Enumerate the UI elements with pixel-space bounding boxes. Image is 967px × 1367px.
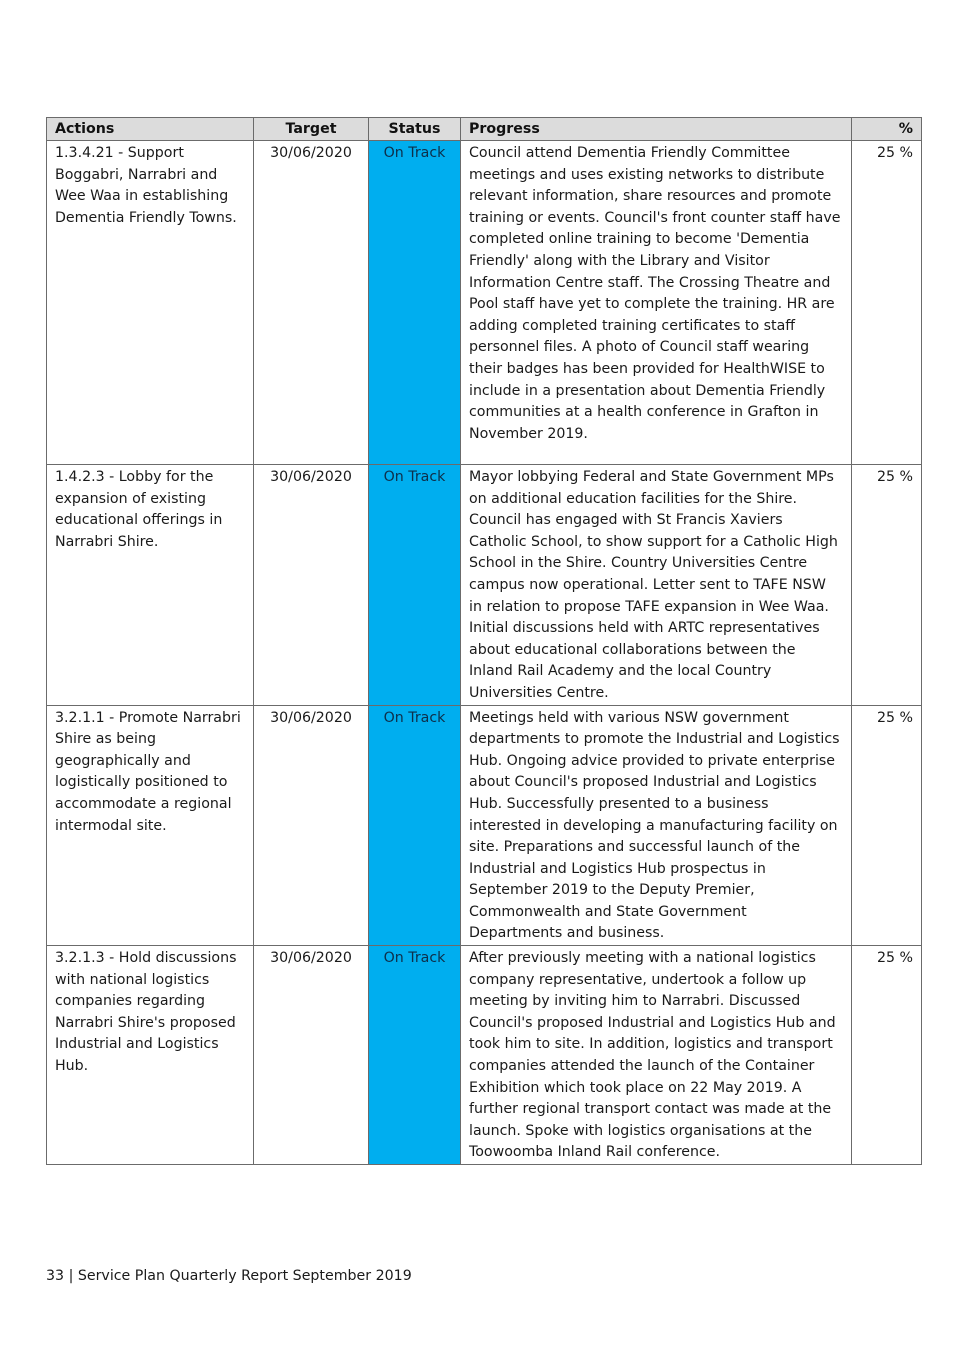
progress-cell: After previously meeting with a national logistics company representative, undertook a follow up meeting by inviting him to Narrabri. Discussed Council's proposed Industrial and Logistics Hub and took him to site. In addition, logistics and transport companies attended the launch of the Container Exhibition which took place on 22 May 2019. A further regional transport contact was made at the launch. Spoke with logistics organisations at the Toowoomba Inland Rail conference. [461,946,852,1165]
percent-cell: 25 % [852,465,922,706]
header-status: Status [369,118,461,141]
status-cell: On Track [369,705,461,946]
table-row [47,705,922,946]
status-cell: On Track [369,946,461,1165]
table-row [47,141,922,465]
target-cell: 30/06/2020 [254,465,369,706]
table-header [47,118,922,141]
header-row [47,118,922,141]
action-cell: 3.2.1.3 - Hold discussions with national logistics companies regarding Narrabri Shire's proposed Industrial and Logistics Hub. [47,946,254,1165]
status-cell: On Track [369,465,461,706]
status-cell: On Track [369,141,461,465]
percent-cell: 25 % [852,141,922,465]
target-cell: 30/06/2020 [254,946,369,1165]
table-row [47,946,922,1165]
table-row [47,465,922,706]
percent-cell: 25 % [852,946,922,1165]
target-cell: 30/06/2020 [254,705,369,946]
target-cell: 30/06/2020 [254,141,369,465]
header-target: Target [254,118,369,141]
action-cell: 1.3.4.21 - Support Boggabri, Narrabri and Wee Waa in establishing Dementia Friendly Towns. [47,141,254,465]
action-cell: 3.2.1.1 - Promote Narrabri Shire as being geographically and logistically positioned to accommodate a regional intermodal site. [47,705,254,946]
percent-cell: 25 % [852,705,922,946]
actions-table [46,117,922,1165]
progress-cell: Mayor lobbying Federal and State Government MPs on additional education facilities for the Shire. Council has engaged with St Francis Xaviers Catholic School, to show support for a Catholic High School in the Shire. Country Universities Centre campus now operational. Letter sent to TAFE NSW in relation to propose TAFE expansion in Wee Waa. Initial discussions held with ARTC representatives about educational collaborations between the Inland Rail Academy and the local Country Universities Centre. [461,465,852,706]
progress-cell: Council attend Dementia Friendly Committee meetings and uses existing networks to distribute relevant information, share resources and promote training or events. Council's front counter staff have completed online training to become 'Dementia Friendly' along with the Library and Visitor Information Centre staff. The Crossing Theatre and Pool staff have yet to complete the training. HR are adding completed training certificates to staff personnel files. A photo of Council staff wearing their badges has been provided for HealthWISE to include in a presentation about Dementia Friendly communities at a health conference in Grafton in November 2019. [461,141,852,465]
header-actions: Actions [47,118,254,141]
progress-cell: Meetings held with various NSW government departments to promote the Industrial and Logistics Hub. Ongoing advice provided to private enterprise about Council's proposed Industrial and Logistics Hub. Successfully presented to a business interested in developing a manufacturing facility on site. Preparations and successful launch of the Industrial and Logistics Hub prospectus in September 2019 to the Deputy Premier, Commonwealth and State Government Departments and business. [461,705,852,946]
page-footer: 33 | Service Plan Quarterly Report September 2019 [46,1268,412,1284]
action-cell: 1.4.2.3 - Lobby for the expansion of existing educational offerings in Narrabri Shire. [47,465,254,706]
header-progress: Progress [461,118,852,141]
header-percent: % [852,118,922,141]
table-body [47,141,922,1165]
